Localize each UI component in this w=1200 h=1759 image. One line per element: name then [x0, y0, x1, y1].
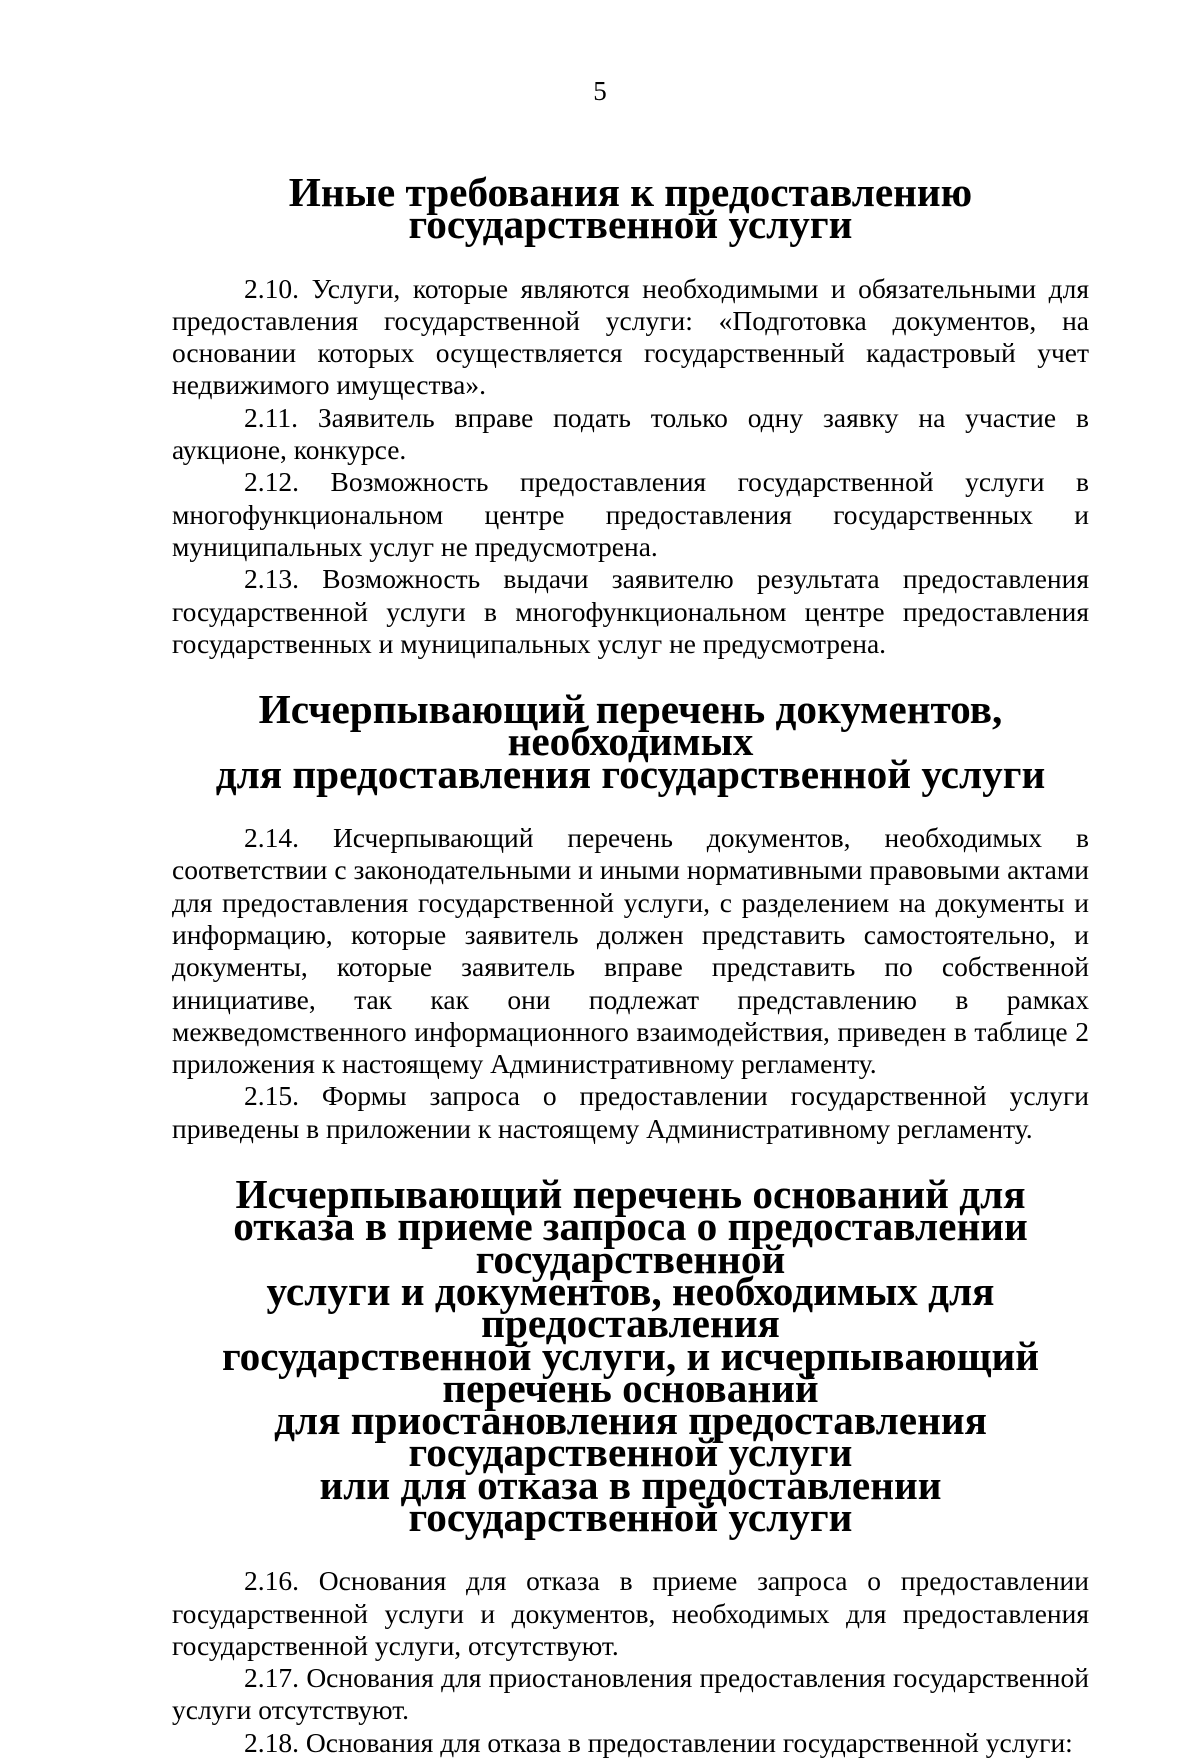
- document-body: [172, 169, 1089, 1759]
- paragraph-2-11: 2.11. Заявитель вправе подать только одну заявку на участие в аукционе, конкурсе.: [172, 401, 1089, 466]
- section-heading-documents-list: [172, 686, 1089, 797]
- heading-line: государственной услуги, и исчерпывающий перечень оснований: [221, 1332, 1040, 1411]
- paragraph-2-10: 2.10. Услуги, которые являются необходимыми и обязательными для предоставления государственной услуги: «Подготовка документов, на основании которых осуществляется государственный кадастровый учет недвижимого имущества».: [172, 272, 1089, 401]
- heading-line: для приостановления предоставления государственной услуги: [274, 1397, 987, 1476]
- heading-line: или для отказа в предоставлении государственной услуги: [319, 1461, 942, 1540]
- heading-line: для предоставления государственной услуги: [215, 750, 1046, 797]
- paragraph-2-16: 2.16. Основания для отказа в приеме запроса о предоставлении государственной услуги и документов, необходимых для предоставления государственной услуги, отсутствуют.: [172, 1565, 1089, 1661]
- heading-line: услуги и документов, необходимых для предоставления: [266, 1267, 995, 1347]
- page-number: 5: [593, 76, 607, 106]
- paragraph-2-13: 2.13. Возможность выдачи заявителю результата предоставления государственной услуги в многофункциональном центре предоставления государственных и муниципальных услуг не предусмотрена.: [172, 563, 1089, 659]
- section-heading-other-requirements: [172, 169, 1089, 248]
- heading-line: отказа в приеме запроса о предоставлении государственной: [233, 1203, 1028, 1282]
- paragraph-2-14: 2.14. Исчерпывающий перечень документов, необходимых в соответствии с законодательными и иными нормативными правовыми актами для предоставления государственной услуги, с разделением на документы и информацию, которые заявитель должен представить самостоятельно, и документы, которые заявитель вправе представить по собственной инициативе, так как они подлежат представлению в рамках межведомственного информационного взаимодействия, приведен в таблице 2 приложения к настоящему Административному регламенту.: [172, 822, 1089, 1080]
- heading-line: Исчерпывающий перечень документов, необходимых: [258, 686, 1003, 765]
- paragraph-2-18: 2.18. Основания для отказа в предоставлении государственной услуги:: [244, 1726, 1073, 1758]
- paragraph-2-15: 2.15. Формы запроса о предоставлении государственной услуги приведены в приложении к настоящему Административному регламенту.: [172, 1080, 1089, 1144]
- heading-line: Иные требования к предоставлению государственной услуги: [288, 169, 973, 248]
- heading-line: Исчерпывающий перечень оснований для: [235, 1171, 1026, 1218]
- section-heading-refusal-grounds: [172, 1171, 1089, 1540]
- paragraph-2-12: 2.12. Возможность предоставления государственной услуги в многофункциональном центре предоставления государственных и муниципальных услуг не предусмотрена.: [172, 466, 1089, 562]
- paragraph-2-17: 2.17. Основания для приостановления предоставления государственной услуги отсутствуют.: [172, 1662, 1089, 1726]
